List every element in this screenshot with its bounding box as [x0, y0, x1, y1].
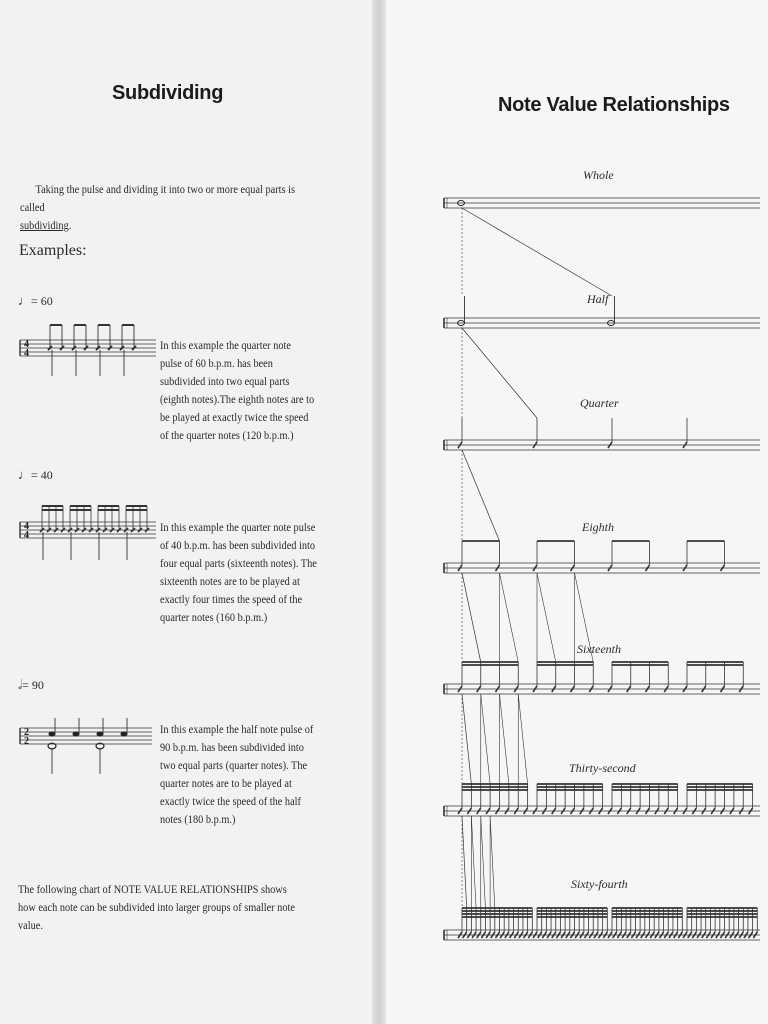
guide-line-diagonal	[462, 450, 500, 541]
row-label-eighth: Eighth	[582, 520, 614, 534]
row-label-thirty-second: Thirty-second	[569, 761, 636, 775]
page-title-subdividing: Subdividing	[112, 82, 224, 104]
row-label-half: Half	[587, 292, 609, 306]
guide-line-fan	[500, 694, 509, 784]
time-signature-top: 2	[24, 727, 29, 738]
guide-line-fan	[500, 573, 519, 662]
time-signature-bottom: 2	[24, 736, 29, 747]
tempo-value-1: = 60	[31, 294, 53, 308]
example-text-3: In this example the half note pulse of 90 b.p.m. has been subdivided into two equal parts (quarter notes). The quarter notes are to be played at exactly twice the speed of the half notes (180 b.p.m.)	[160, 722, 314, 826]
guide-line-fan	[537, 573, 556, 662]
guide-line-fan	[481, 816, 486, 908]
guide-line-fan	[490, 816, 495, 908]
guide-line-diagonal	[462, 208, 612, 296]
row-label-sixty-fourth: Sixty-fourth	[571, 877, 628, 891]
guide-line-fan	[575, 573, 594, 662]
time-signature-top: 4	[24, 339, 29, 350]
row-label-quarter: Quarter	[580, 396, 619, 410]
examples-heading: Examples:	[19, 242, 87, 259]
guide-line-fan	[518, 694, 527, 784]
half-note-icon: 𝅗𝅥	[18, 677, 23, 692]
guide-line-diagonal	[462, 694, 471, 784]
time-signature-top: 4	[24, 521, 29, 532]
row-label-whole: Whole	[583, 168, 614, 182]
tempo-value-2: = 40	[31, 468, 53, 482]
intro-term: subdividing	[20, 218, 69, 232]
time-signature-bottom: 4	[24, 530, 29, 541]
guide-line-diagonal	[462, 573, 481, 662]
guide-line-fan	[481, 694, 490, 784]
guide-line-diagonal	[462, 328, 537, 418]
row-label-sixteenth: Sixteenth	[577, 642, 621, 656]
tempo-value-3: = 90	[22, 678, 44, 692]
guide-line-fan	[471, 816, 476, 908]
example-text-2: In this example the quarter note pulse of 40 b.p.m. has been subdivided into four equal parts (sixteenth notes). The sixteenth notes are to be played at exactly four times the speed of the quarter notes (160 b.p.m.)	[160, 520, 317, 624]
footer-paragraph: The following chart of NOTE VALUE RELATIONSHIPS shows how each note can be subdivided into larger groups of smaller note value.	[18, 882, 295, 932]
example-text-1: In this example the quarter note pulse of 60 b.p.m. has been subdivided into two equal parts (eighth notes).The eighth notes are to be played at exactly twice the speed of the quarter notes (120 b.p.m.)	[160, 338, 315, 442]
guide-line-diagonal	[462, 816, 467, 908]
quarter-note-icon: ♩	[18, 467, 31, 482]
time-signature-bottom: 4	[24, 348, 29, 359]
intro-end: .	[68, 218, 72, 232]
intro-text: Taking the pulse and dividing it into two or more equal parts is called	[20, 182, 296, 214]
quarter-note-icon: ♩	[18, 293, 31, 308]
page-title-note-value-relationships: Note Value Relationships	[498, 94, 730, 116]
